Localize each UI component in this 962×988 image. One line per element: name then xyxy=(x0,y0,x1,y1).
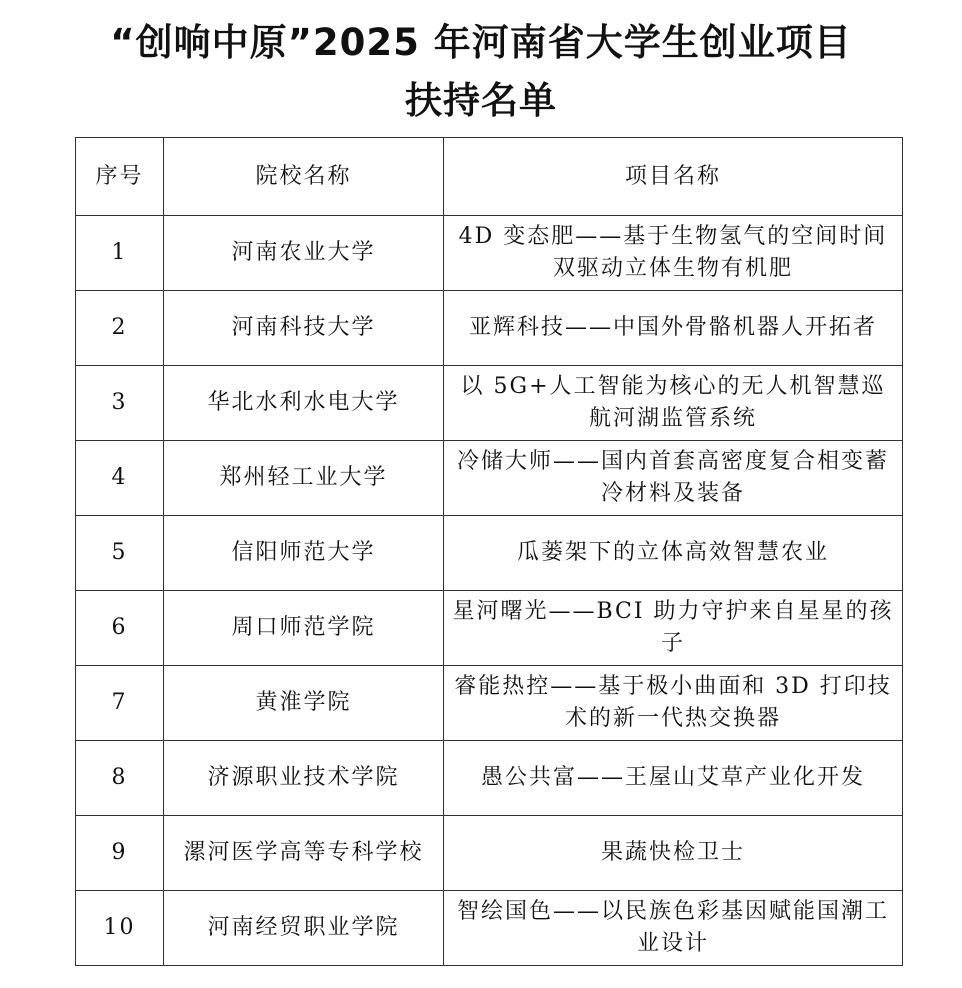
title-line-1: “创响中原”2025 年河南省大学生创业项目 xyxy=(110,21,852,64)
table-row xyxy=(76,216,903,291)
page-title xyxy=(0,14,962,130)
cell-school: 河南经贸职业学院 xyxy=(164,891,444,966)
cell-no: 1 xyxy=(76,216,164,291)
table-header-row xyxy=(76,138,903,216)
table-row xyxy=(76,516,903,591)
table-row xyxy=(76,366,903,441)
cell-school: 河南科技大学 xyxy=(164,291,444,366)
cell-no: 9 xyxy=(76,816,164,891)
cell-school: 河南农业大学 xyxy=(164,216,444,291)
cell-school: 漯河医学高等专科学校 xyxy=(164,816,444,891)
cell-project: 4D 变态肥——基于生物氢气的空间时间双驱动立体生物有机肥 xyxy=(444,216,903,291)
cell-project: 冷储大师——国内首套高密度复合相变蓄冷材料及装备 xyxy=(444,441,903,516)
table-row xyxy=(76,816,903,891)
table-row xyxy=(76,441,903,516)
cell-project: 亚辉科技——中国外骨骼机器人开拓者 xyxy=(444,291,903,366)
cell-project: 果蔬快检卫士 xyxy=(444,816,903,891)
cell-project: 以 5G+人工智能为核心的无人机智慧巡航河湖监管系统 xyxy=(444,366,903,441)
project-list-table xyxy=(75,137,903,966)
table-row xyxy=(76,591,903,666)
cell-project: 瓜蒌架下的立体高效智慧农业 xyxy=(444,516,903,591)
cell-no: 6 xyxy=(76,591,164,666)
table-row xyxy=(76,291,903,366)
header-no: 序号 xyxy=(76,138,164,216)
cell-project: 睿能热控——基于极小曲面和 3D 打印技术的新一代热交换器 xyxy=(444,666,903,741)
table-row xyxy=(76,741,903,816)
header-project: 项目名称 xyxy=(444,138,903,216)
cell-school: 华北水利水电大学 xyxy=(164,366,444,441)
cell-no: 7 xyxy=(76,666,164,741)
cell-no: 5 xyxy=(76,516,164,591)
cell-no: 2 xyxy=(76,291,164,366)
cell-project: 星河曙光——BCI 助力守护来自星星的孩子 xyxy=(444,591,903,666)
cell-project: 智绘国色——以民族色彩基因赋能国潮工业设计 xyxy=(444,891,903,966)
cell-no: 4 xyxy=(76,441,164,516)
cell-no: 10 xyxy=(76,891,164,966)
table-row xyxy=(76,666,903,741)
cell-no: 3 xyxy=(76,366,164,441)
cell-school: 周口师范学院 xyxy=(164,591,444,666)
cell-school: 济源职业技术学院 xyxy=(164,741,444,816)
cell-project: 愚公共富——王屋山艾草产业化开发 xyxy=(444,741,903,816)
cell-school: 黄淮学院 xyxy=(164,666,444,741)
cell-no: 8 xyxy=(76,741,164,816)
cell-school: 信阳师范大学 xyxy=(164,516,444,591)
header-school: 院校名称 xyxy=(164,138,444,216)
title-line-2: 扶持名单 xyxy=(405,79,557,122)
table-row xyxy=(76,891,903,966)
cell-school: 郑州轻工业大学 xyxy=(164,441,444,516)
